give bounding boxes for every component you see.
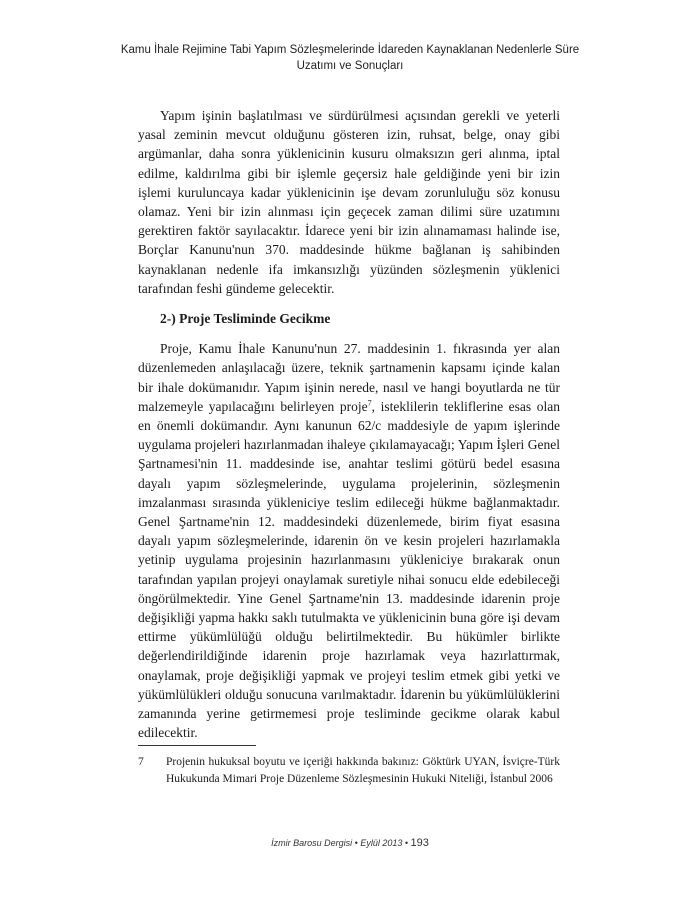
running-header-line-1: Kamu İhale Rejimine Tabi Yapım Sözleşmelerinde İdareden Kaynaklanan Nedenlerle Süre: [120, 44, 580, 56]
paragraph-1: Yapım işinin başlatılması ve sürdürülmesi açısından gerekli ve yeterli yasal zeminin mevcut olduğunu gösteren izin, ruhsat, belge, onay gibi argümanlar, daha sonra yüklenicinin kusuru olmaksızın geri alınma, iptal edilme, kaldırılma gibi bir işlemle geçersiz hale geldiğinde yeni bir izin işlemi kuruluncaya kadar yüklenicinin işe devam zorunluluğu söz konusu olamaz. Yeni bir izin alınması için geçecek zaman dilimi süre uzatımını gerektiren faktör sayılacaktır. İdarece yeni bir izin alınamaması halinde ise, Borçlar Kanunu'nun 370. maddesinde hükme bağlanan iş sahibinden kaynaklanan nedenle ifa imkansızlığı yüzünden sözleşmenin yüklenici tarafından feshi gündeme gelecektir.: [138, 108, 560, 296]
footnote-divider: [138, 745, 256, 746]
footnote-text: Projenin hukuksal boyutu ve içeriği hakkında bakınız: Göktürk UYAN, İsviçre-Türk Hukukunda Mimari Proje Düzenleme Sözleşmesinin Hukuki Niteliği, İstanbul 2006: [166, 756, 560, 785]
footnote-number: 7: [138, 756, 144, 768]
paragraph-2-part-2: , isteklilerin tekliflerine esas olan en önemli dokümandır. Aynı kanunun 62/c maddesiyle de yapım işlerinde uygulama projeleri hazırlanmadan ihaleye çıkılamayacağı; Yapım İşleri Genel Şartnamesi'nin 11. maddesinde ise, anahtar teslimi götürü bedel esasına dayalı yapım sözleşmelerinde, uygulama projelerinin, sözleşmenin imzalanması sırasında yükleniciye teslim edileceği hükme bağlanmaktadır. Genel Şartname'nin 12. maddesindeki düzenlemede, birim fiyat esasına dayalı yapım sözleşmelerinde, idarenin ön ve kesin projeleri hazırlamakla yetinip uygulama projesinin hazırlanmasını yükleniciye bırakarak onun tarafından yapılan projeyi onaylamak suretiyle nihai sonucu elde edebileceği öngörülmektedir. Yine Genel Şartname'nin 13. maddesinde idarenin proje değişikliği yapma hakkı saklı tutulmakta ve yüklenicinin buna göre işi devam ettirme yükümlülüğü olduğu belirtilmektedir. Bu hükümler birlikte değerlendirildiğinde idarenin proje hazırlamak veya hazırlattırmak, onaylamak, proje değişikliği yapmak ve projeyi teslim etmek gibi yetki ve yükümlülükleri olduğu sonucuna varılmaktadır. İdarenin bu yükümlülüklerini zamanında yerine getirmemesi proje tesliminde gecikme olarak kabul edilecektir.: [138, 398, 560, 741]
section-heading: 2-) Proje Tesliminde Gecikme: [160, 311, 331, 327]
footnote-reference[interactable]: 7: [367, 398, 372, 408]
journal-name: İzmir Barosu Dergisi: [271, 838, 353, 848]
footer-separator-2: •: [402, 838, 411, 848]
paragraph-2-part-1: Proje, Kamu İhale Kanunu'nun 27. maddesinin 1. fıkrasında yer alan düzenlemeden anlaşılacağı üzere, teknik şartnamenin kapsamı içinde kalan bir ihale dokümanıdır. Yapım işinin nerede, nasıl ve hangi boyutlarda ne tür malzemeyle yapılacağını belirleyen proje: [138, 341, 560, 414]
main-body: [138, 106, 560, 743]
running-header: [120, 42, 580, 74]
footnote: [138, 754, 560, 787]
issue-date: Eylül 2013: [360, 838, 403, 848]
running-header-line-2: Uzatımı ve Sonuçları: [296, 60, 404, 72]
page-footer: [0, 837, 700, 849]
paragraph-2: [138, 339, 560, 742]
footer-separator: •: [352, 838, 361, 848]
page-number: 193: [410, 837, 429, 849]
